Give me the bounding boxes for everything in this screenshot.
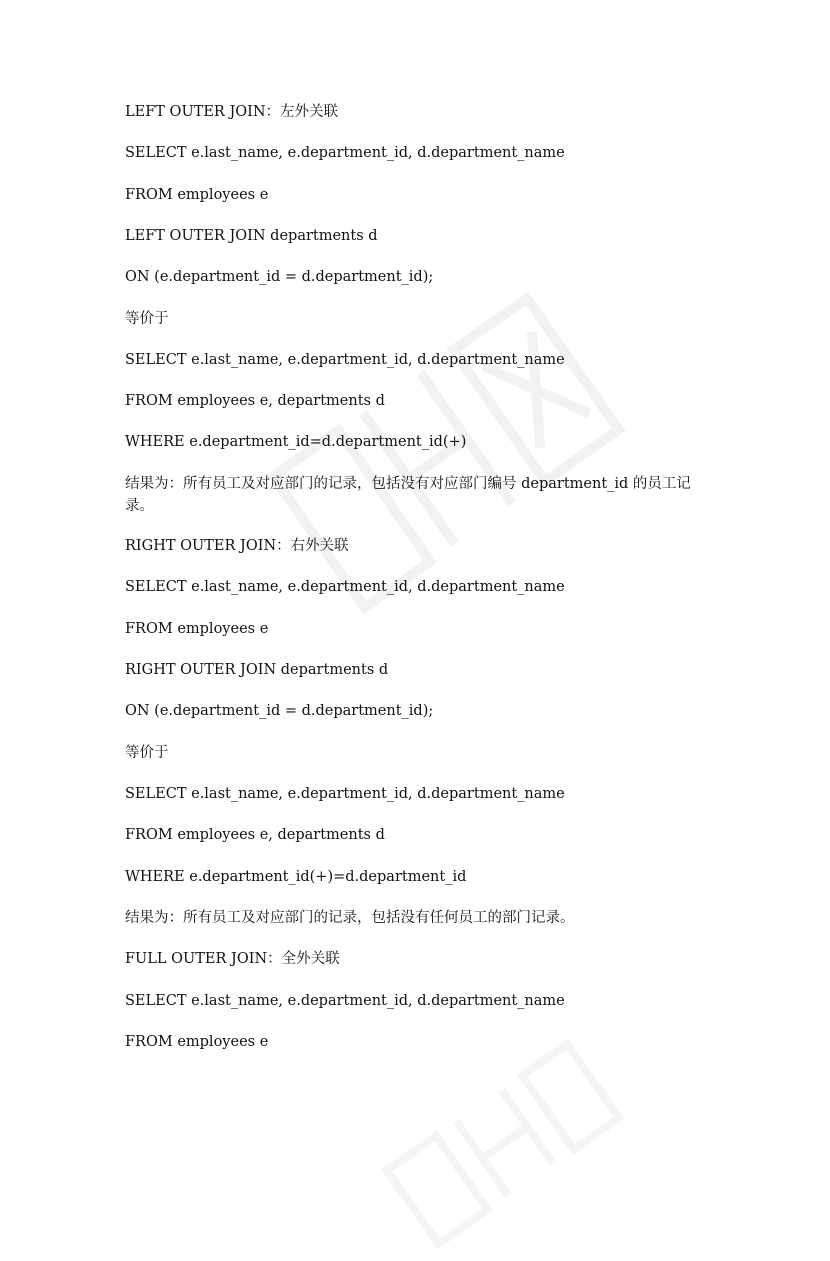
code-line: FROM employees e, departments d <box>125 393 385 409</box>
code-line: RIGHT OUTER JOIN departments d <box>125 662 389 678</box>
code-line: SELECT e.last_name, e.department_id, d.department_name <box>125 145 565 161</box>
watermark-icon <box>367 1022 632 1258</box>
code-line: SELECT e.last_name, e.department_id, d.department_name <box>125 993 565 1009</box>
code-line: FROM employees e <box>125 621 269 637</box>
code-line: FROM employees e <box>125 187 269 203</box>
code-line: LEFT OUTER JOIN departments d <box>125 228 378 244</box>
code-line: SELECT e.last_name, e.department_id, d.department_name <box>125 579 565 595</box>
section-heading-right-outer-join: RIGHT OUTER JOIN：右外关联 <box>125 538 349 554</box>
code-line: ON (e.department_id = d.department_id); <box>125 269 434 285</box>
code-line: ON (e.department_id = d.department_id); <box>125 703 434 719</box>
code-line: SELECT e.last_name, e.department_id, d.department_name <box>125 786 565 802</box>
section-heading-left-outer-join: LEFT OUTER JOIN：左外关联 <box>125 104 339 120</box>
equivalent-label: 等价于 <box>125 311 169 327</box>
result-description: 结果为：所有员工及对应部门的记录，包括没有对应部门编号 department_id 的员工记录。 <box>125 476 691 514</box>
code-line: FROM employees e <box>125 1034 269 1050</box>
code-line: WHERE e.department_id(+)=d.department_id <box>125 869 467 885</box>
section-heading-full-outer-join: FULL OUTER JOIN：全外关联 <box>125 951 340 967</box>
code-line: SELECT e.last_name, e.department_id, d.department_name <box>125 352 565 368</box>
equivalent-label: 等价于 <box>125 745 169 761</box>
code-line: WHERE e.department_id=d.department_id(+) <box>125 434 467 450</box>
result-description: 结果为：所有员工及对应部门的记录，包括没有任何员工的部门记录。 <box>125 910 575 926</box>
code-line: FROM employees e, departments d <box>125 827 385 843</box>
